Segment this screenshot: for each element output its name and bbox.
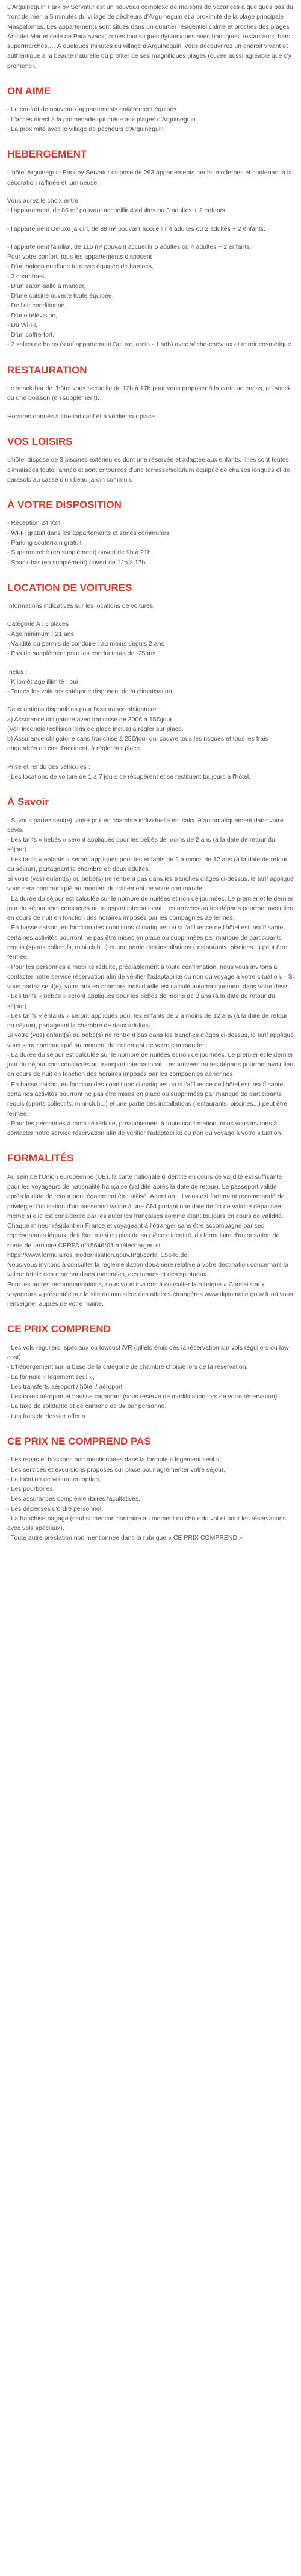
list-item: - La franchise bagage (sauf si mention contraire au moment du choix du vol et pour les réservations avec vols spéciaux),: [7, 1514, 286, 1532]
voitures-inclus: [7, 667, 294, 697]
list-item: - Les tarifs « bébés » seront appliqués pour les bébés de moins de 2 ans (à la date de retour du séjour).: [7, 993, 275, 1010]
list-item: Pour votre confort, tous les appartements disposent: [7, 253, 152, 261]
list-item: - Les tarifs « bébés » seront appliqués pour les bébés de moins de 2 ans (à la date de retour du séjour).: [7, 836, 275, 854]
list-item: - De l'air conditionné,: [7, 302, 67, 310]
list-item: - Les services et excursions proposés sur place pour agrémenter votre séjour,: [7, 1466, 225, 1473]
list-item: Si votre (vos) enfant(s) ou bébé(s) ne rentrent pas dans les tranches d'âges ci-dessus, le tarif appliqué vous sera communiqué au moment du traitement de votre commande.: [7, 875, 294, 893]
formalites-paragraph: Pour les autres recommandations, nous vous invitons à consulter la rubrique « Conseils aux voyageurs » présentée sur le site du ministère des affaires étrangères www.diplomatie.gouv.fr où vous renseigner auprès de votre mairie.: [7, 1280, 293, 1308]
section-prix-ne-comprend-pas: [7, 1436, 294, 1543]
formalites-paragraph: Chaque mineur résidant en France et voyageant à l'étranger sans être accompagné par ses représentants légaux, doit être muni en plus de sa pièce d'identité, du formulaire d'autorisation de sortie de territoire CERFA n°15646*01 à télécharger ici : https://www.formulaires.modernisation.gouv.fr/gf/cerfa_15646.do.: [7, 1222, 280, 1259]
list-item: - Les frais de dossier offerts.: [7, 1412, 87, 1420]
list-item: - Âge minimum : 21 ans: [7, 630, 74, 638]
list-item: - Validité du permis de conduire : au moins depuis 2 ans: [7, 640, 164, 647]
section-hebergement: [7, 148, 294, 350]
list-item: - Les taxes aéroport et hausse carburant (sous réserve de modification lors de votre réservation),: [7, 1393, 279, 1401]
list-item: - En basse saison, en fonction des conditions climatiques ou si l'affluence de l'hôtel est insuffisante, certaines activités pourront ne pas être mises en place ou supprimées par manque de participants requis (sports collectifs, mini-club...) et une partie des installations (restaurants, piscines...) peut être fermée.: [7, 924, 288, 961]
section-title-a-savoir: À Savoir: [7, 796, 49, 808]
list-item: - Parking souterrain gratuit: [7, 539, 82, 546]
section-title-on-aime: ON AIME: [7, 85, 51, 97]
list-item: - Les tarifs « enfants » seront appliqués pour les enfants de 2 à moins de 12 ans (à la date de retour du séjour), partageant la chambre de deux adultes.: [7, 855, 288, 873]
hebergement-paragraph: L'hôtel Arguineguin Park by Servatur dispose de 263 appartements neufs, modernes et contenant à la décoration raffinée et lumineuse.: [7, 169, 293, 186]
intro-paragraph: L'Arguineguin Park by Servatur est un nouveau complexe de maisons de vacances à quelques pas du front de mer, à 5 minutes du village de pêcheurs d'Arguineguin et à proximité de la plage principale Maspalomas. Les appartements sont situés dans un quartier résidentiel calme et proches des plages Anfi del Mar et celle de Patalavaca, zones touristiques dynamiques avec boutiques, restaurants, bars, supermarchés,… À quelques minutes du village d'Arguineguin, vous découvrirez un endroit vivant et authentique à la beauté naturelle où profiter de ses magnifiques plages (cuvée aussi agréable que c'y promener.: [7, 4, 293, 70]
list-item: - Du Wi-Fi,: [7, 321, 38, 329]
list-item: - Toutes les voitures catégorie disposent de la climatisation.: [7, 688, 174, 696]
list-item: - Snack-bar (en supplément) ouvert de 12h à 17h: [7, 558, 146, 566]
a-savoir-list: [7, 816, 294, 1139]
section-title-hebergement: HEBERGEMENT: [7, 148, 87, 161]
list-item: - Pour les personnes à mobilité réduite, préalablement à toute confirmation, nous vous invitons à contacter notre service réservation afin de vérifier l'adaptabilité ou non du voyage à votre situation.: [7, 1119, 283, 1137]
list-item: Catégorie A : 5 places: [7, 620, 69, 628]
section-title-prix-ne-comprend-pas: CE PRIX NE COMPREND PAS: [7, 1435, 151, 1447]
restauration-paragraph: Le snack-bar de l'hôtel vous accueille de 12h à 17h pour vous proposer à la carte un encas, un snack ou une boisson (en supplément).: [7, 385, 291, 402]
list-item: - La formule « logement seul »,: [7, 1373, 95, 1381]
list-item: - La proximité avec le village de pêcheurs d'Arguineguin: [7, 125, 164, 133]
section-title-prix-comprend: CE PRIX COMPREND: [7, 1323, 111, 1335]
list-item: b) Assurance obligatoire sans franchise à 25€/jour qui couvre tous les risques et tous les frais engendrés en cas d'accident, à régler sur place.: [7, 735, 268, 753]
section-on-aime: [7, 85, 294, 134]
option-deluxe-jardin: - l'appartement Deluxe jardin, de 88 m² pouvant accueillir 4 adultes ou 2 adultes + 2 enfants.: [7, 225, 265, 233]
list-item: - La location de voiture en option,: [7, 1475, 101, 1483]
list-item: - Supermarché (en supplément) ouvert de 9h à 21h: [7, 549, 151, 557]
list-item: - Wi-Fi gratuit dans les appartements et zones communes: [7, 529, 170, 537]
list-item: (Vol+incendie+collision+bris de glace inclus) à régler sur place.: [7, 725, 184, 733]
voitures-options: [7, 705, 294, 753]
list-item: - L'accès direct à la promenade qui mène aux plages d'Arguineguin: [7, 115, 196, 123]
list-item: - 2 chambres: [7, 272, 45, 280]
list-item: - Kilométrage illimité : oui: [7, 678, 78, 685]
restauration-note: Horaires donnés à titre indicatif et à vérifier sur place.: [7, 412, 157, 420]
voitures-category: [7, 619, 294, 658]
voitures-intro: Informations indicatives sur les locations de voitures.: [7, 602, 155, 610]
list-item: - Pas de supplément pour les conducteurs de -25ans.: [7, 650, 158, 658]
section-title-formalites: FORMALITÉS: [7, 1152, 74, 1164]
list-item: Inclus :: [7, 668, 28, 676]
loisirs-paragraph: L'hôtel dispose de 3 piscines extérieures dont une réservée et adaptée aux enfants. Il les sont toutes climatisées toute l'année et sont entourées d'une terrasse/solarium équipée de chaises longues et de parasols au casse d'un beau jardin commun.: [7, 456, 290, 483]
list-item: a) Assurance obligatoire avec franchise de 300€ à 15€/jour: [7, 715, 172, 723]
list-item: - Le confort de nouveaux appartements entièrement équipés: [7, 106, 177, 114]
formalites-text: [7, 1172, 294, 1309]
list-item: - La durée du séjour est calculée sur le nombre de nuitées et non de journées. Le premier et le dernier jour du séjour sont consacrés au transport international. Les arrivées ou les départs pourront avoir lieu en cours de nuit en fonction des horaires imposés par les compagnies aériennes.: [7, 895, 294, 922]
voitures-vehicules: [7, 762, 294, 782]
list-item: - Les dépenses d'ordre personnel,: [7, 1505, 104, 1513]
list-item: - Les repas et boissons non mentionnées dans la formule « logement seul »,: [7, 1456, 222, 1464]
list-item: - D'un salon-salle à manger,: [7, 282, 86, 290]
on-aime-list: [7, 105, 294, 134]
list-item: - La taxe de solidarité et de carbone de 3€ par personne,: [7, 1403, 167, 1410]
list-item: Si votre (vos) enfant(s) ou bébé(s) ne rentrent pas dans les tranches d'âges ci-dessus, le tarif appliqué vous sera communiqué au moment du traitement de votre commande.: [7, 1032, 294, 1049]
list-item: - Les tarifs « enfants » seront appliqués pour les enfants de 2 à moins de 12 ans (à la date de retour du séjour), partageant la chambre de deux adultes.: [7, 1012, 288, 1030]
list-item: - Les transferts aéroport / hôtel / aéroport: [7, 1383, 123, 1390]
list-item: - D'un balcon ou d'une terrasse équipée de hamacs,: [7, 263, 154, 271]
section-prix-comprend: [7, 1323, 294, 1421]
prix-ne-comprend-list: [7, 1455, 294, 1543]
formalites-paragraph: Au sein de l'Union européenne (UE), la carte nationale d'identité en cours de validité est suffisante pour les voyageurs de nationalité française (validité après la date de retour). Le passeport valide après la date de retour peut également être utilisé. Attention : Il vous est fortement recommandé de privilégier l'utilisation d'un passeport valide à une CNI portant une date de fin de validité dépassée, même si elle est considérée par les autorités françaises comme étant toujours en cours de validité.: [7, 1173, 285, 1220]
option-appartement: - l'appartement, de 86 m² pouvant accueillir 4 adultes ou 3 adultes + 2 enfants.: [7, 207, 227, 215]
section-disposition: [7, 499, 294, 568]
section-a-savoir: [7, 796, 294, 1138]
list-item: - L'hébergement sur la base de la catégorie de chambre choisie lors de la réservation,: [7, 1363, 248, 1371]
section-voitures: [7, 582, 294, 782]
list-item: - Les pourboires,: [7, 1485, 55, 1493]
list-item: - La durée du séjour est calculée sur le nombre de nuitées et non de journées. Le premier et le dernier jour du séjour sont consacrés au transport international. Les arrivées ou les départs pourront avoir lieu en cours de nuit en fonction des horaires imposés par les compagnies aériennes.: [7, 1051, 294, 1078]
list-item: Deux options disponibles pour l'assurance obligatoire :: [7, 706, 160, 714]
prix-comprend-list: [7, 1343, 294, 1421]
section-title-loisirs: VOS LOISIRS: [7, 435, 73, 447]
section-title-voitures: LOCATION DE VOITURES: [7, 581, 132, 593]
list-item: Prise et rendu des véhicules :: [7, 763, 90, 771]
section-title-restauration: RESTAURATION: [7, 364, 87, 376]
choice-intro: Vous aurez le choix entre :: [7, 197, 82, 204]
list-item: - Toute autre prestation non mentionnée dans la rubrique « CE PRIX COMPREND »: [7, 1534, 243, 1542]
hebergement-options: [7, 196, 294, 350]
list-item: - Les vols réguliers, spéciaux ou lowcost A/R (billets émis dès la réservation sur vols réguliers ou low-cost),: [7, 1344, 291, 1362]
list-item: - En basse saison, en fonction des conditions climatiques ou si l'affluence de l'hôtel est insuffisante, certaines activités pourront ne pas être mises en place ou supprimées par manque de participants requis (sports collectifs, mini-club...) et une partie des installations (restaurants, piscines...) peut être fermée.: [7, 1080, 288, 1118]
disposition-list: [7, 518, 294, 567]
list-item: - Si vous partez seul(e), votre prix en chambre individuelle est calculé automatiquement dans votre devis.: [7, 816, 284, 834]
list-item: - Les locations de voiture de 1 à 7 jours se récupèrent et se restituent toujours à l'hôtel.: [7, 772, 251, 780]
list-item: - 2 salles de bains (sauf appartement Deluxe jardin - 1 sdb) avec sèche-cheveux et miroir cosmétique.: [7, 341, 293, 349]
list-item: - Pour les personnes à mobilité réduite, préalablement à toute confirmation, nous vous invitons à contacter notre service réservation afin de vérifier l'adaptabilité ou non du voyage à votre situation. - Si vous partez seul(e), votre prix en chambre individuelle est calculé automatiquement dans votre devis.: [7, 963, 294, 991]
option-familial: - l'appartement familial, de 115 m² pouvant accueillir 5 adultes ou 4 adultes + 2 enfants.: [7, 243, 252, 251]
section-formalites: [7, 1152, 294, 1309]
list-item: - D'un coffre-fort,: [7, 331, 55, 339]
list-item: - D'une cuisine ouverte toute équipée,: [7, 292, 114, 300]
formalites-paragraph: Nous vous invitons à consulter la réglementation douanière relative à votre destination concernant la valeur totale des marchandises ramenées, des tabacs et des spiritueux.: [7, 1261, 288, 1279]
section-title-disposition: À VOTRE DISPOSITION: [7, 499, 122, 511]
list-item: - Réception 24h/24: [7, 519, 61, 527]
list-item: - Les assurances complémentaires facultatives,: [7, 1495, 141, 1503]
section-loisirs: [7, 436, 294, 485]
section-restauration: [7, 364, 294, 421]
list-item: - D'une télévision,: [7, 311, 58, 319]
